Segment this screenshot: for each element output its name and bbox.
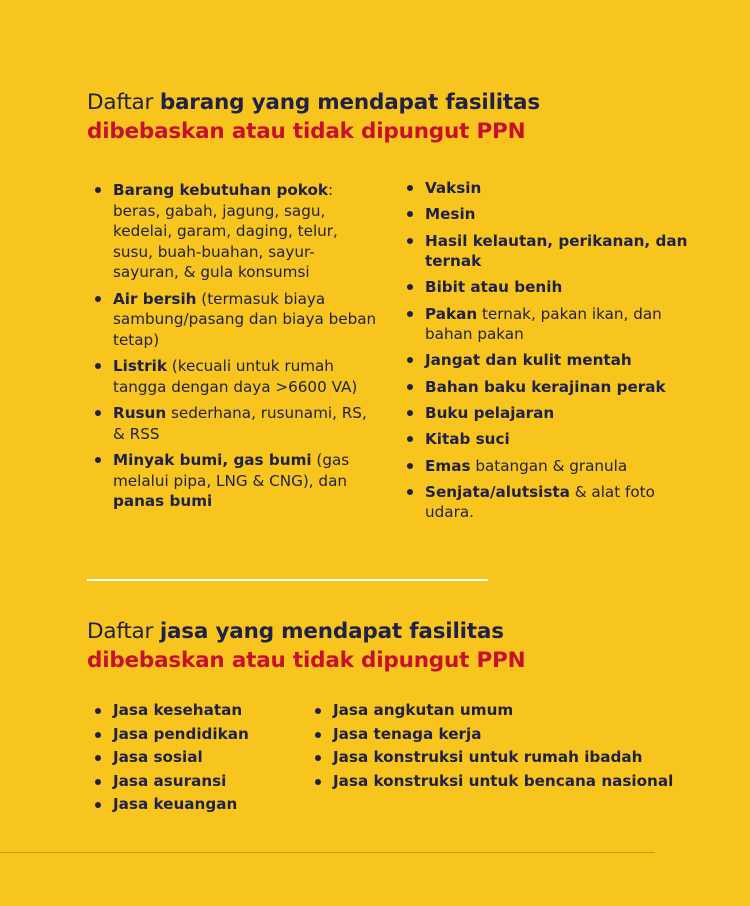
item-bold-2: panas bumi	[113, 492, 213, 510]
item-rest: (termasuk biaya sambung/pasang dan biaya beban tetap)	[113, 289, 377, 349]
list-item: Jasa keuangan	[92, 793, 312, 817]
item-bold: Minyak bumi, gas bumi	[113, 451, 312, 469]
goods-heading	[87, 88, 540, 146]
list-item	[92, 356, 377, 397]
list-item	[404, 482, 704, 523]
item-bold: Mesin	[425, 205, 476, 224]
list-item	[404, 231, 704, 272]
list-item: Jasa pendidikan	[92, 723, 312, 747]
goods-heading-prefix: Daftar	[87, 90, 160, 115]
item-bold: Barang kebutuhan pokok	[113, 181, 328, 199]
item-rest: sederhana, rusunami, RS, & RSS	[113, 404, 367, 443]
item-rest: (gas melalui pipa, LNG & CNG), dan	[113, 451, 350, 490]
list-item: Jasa asuransi	[92, 770, 312, 794]
item-bold: Rusun	[113, 404, 167, 422]
item-bold: Senjata/alutsista	[425, 482, 570, 501]
list-item: Jasa tenaga kerja	[312, 723, 732, 747]
item-bold: Jangat dan kulit mentah	[425, 351, 632, 370]
item-bold: Listrik	[113, 357, 167, 375]
item-rest: & alat foto udara.	[425, 482, 655, 522]
item-bold: Emas	[425, 456, 471, 475]
goods-heading-bold: barang yang mendapat fasilitas	[159, 90, 540, 115]
item-rest: batangan & granula	[470, 456, 628, 475]
list-item	[404, 277, 704, 298]
list-item: Jasa angkutan umum	[312, 699, 732, 723]
item-bold: Pakan	[425, 304, 478, 323]
list-item: Jasa konstruksi untuk rumah ibadah	[312, 746, 732, 770]
list-item	[404, 178, 704, 199]
list-item	[404, 304, 704, 345]
list-item	[92, 180, 377, 283]
services-list-right	[312, 699, 732, 793]
item-bold: Air bersih	[113, 289, 197, 308]
goods-list-right	[404, 178, 704, 529]
list-item	[404, 350, 704, 371]
services-heading-bold: jasa yang mendapat fasilitas	[159, 619, 504, 644]
item-bold: Buku pelajaran	[425, 404, 555, 423]
list-item: Jasa konstruksi untuk bencana nasional	[312, 770, 732, 794]
item-rest: (kecuali untuk rumah tangga dengan daya >6600 VA)	[113, 357, 358, 396]
services-heading	[87, 617, 525, 675]
list-item: Jasa kesehatan	[92, 699, 312, 723]
list-item	[404, 456, 704, 477]
services-heading-red: dibebaskan atau tidak dipungut PPN	[87, 648, 526, 673]
item-rest: : beras, gabah, jagung, sagu, kedelai, garam, daging, telur, susu, buah-buahan, sayur-sayuran, & gula konsumsi	[113, 181, 338, 281]
section-divider	[87, 579, 488, 581]
list-item	[404, 429, 704, 450]
bottom-divider	[0, 852, 655, 853]
item-bold: Bahan baku kerajinan perak	[425, 377, 666, 396]
goods-heading-red: dibebaskan atau tidak dipungut PPN	[87, 119, 526, 144]
list-item	[404, 204, 704, 225]
list-item	[404, 377, 704, 398]
list-item	[92, 403, 377, 444]
item-bold: Hasil kelautan, perikanan, dan ternak	[425, 231, 688, 271]
services-heading-prefix: Daftar	[87, 619, 160, 644]
list-item	[92, 289, 377, 351]
item-rest: ternak, pakan ikan, dan bahan pakan	[425, 304, 662, 344]
goods-list-left	[92, 180, 377, 518]
item-bold: Kitab suci	[425, 430, 510, 449]
list-item	[404, 403, 704, 424]
list-item: Jasa sosial	[92, 746, 312, 770]
item-bold: Vaksin	[425, 179, 482, 197]
list-item	[92, 450, 377, 512]
services-list-left	[92, 699, 312, 817]
item-bold: Bibit atau benih	[425, 278, 563, 297]
